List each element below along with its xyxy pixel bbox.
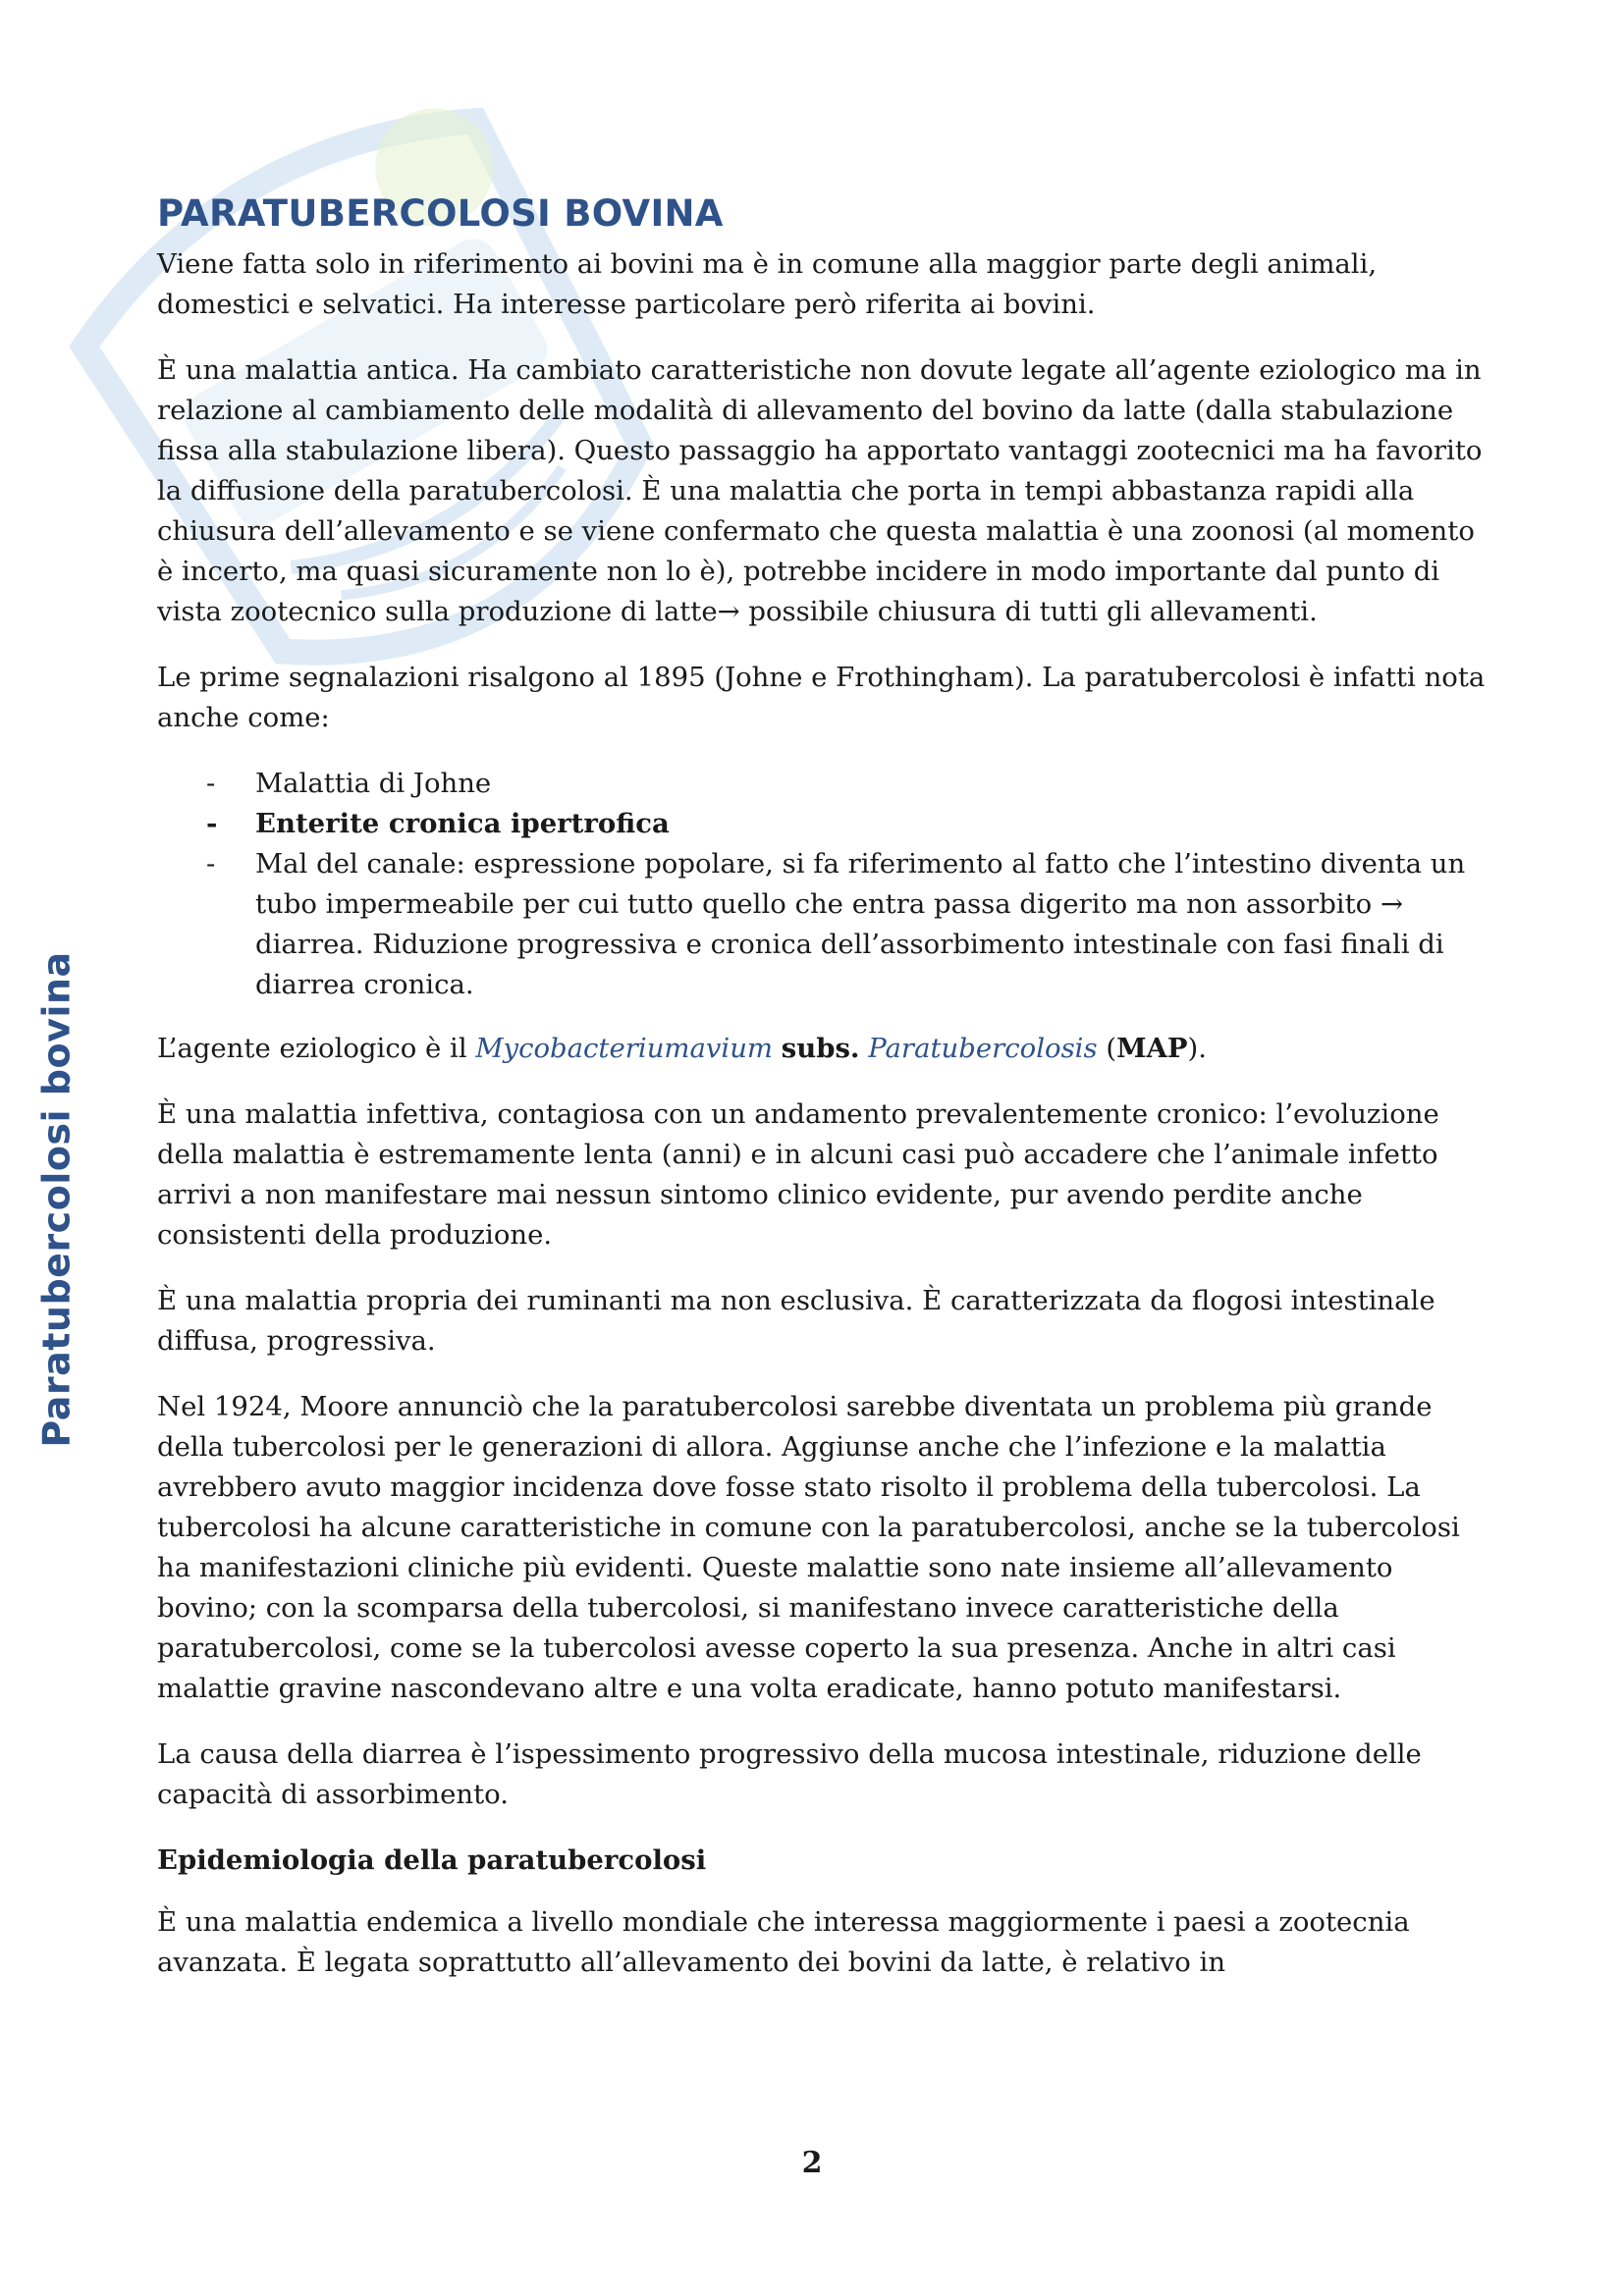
- agent-genus: Mycobacteriumavium: [475, 1033, 773, 1064]
- paragraph-agent: [157, 1029, 1492, 1069]
- section-heading: Epidemiologia della paratubercolosi: [157, 1844, 707, 1876]
- agent-species: Paratubercolosis: [868, 1033, 1098, 1064]
- page-number: 2: [801, 2146, 823, 2180]
- paragraph-intro: Viene fatta solo in riferimento ai bovini ma è in comune alla maggior parte degli animali, domestici e selvatici. Ha interesse particolare però riferita ai bovini.: [157, 248, 1378, 320]
- side-label-text: Paratubercolosi bovina: [35, 951, 80, 1448]
- paragraph-infective: È una malattia infettiva, contagiosa con un andamento prevalentemente cronico: l’evoluzione della malattia è estremamente lenta (anni) e in alcuni casi può accadere che l’animale infetto arrivi a non manifestare mai nessun sintomo clinico evidente, pur avendo perdite anche consistenti della produzione.: [157, 1098, 1439, 1251]
- paragraph-ruminants: È una malattia propria dei ruminanti ma non esclusiva. È caratterizzata da flogosi intestinale diffusa, progressiva.: [157, 1285, 1435, 1357]
- paragraph-first-reports: Le prime segnalazioni risalgono al 1895 (Johne e Frothingham). La paratubercolosi è infatti nota anche come:: [157, 662, 1486, 733]
- paragraph-diarrhea: La causa della diarrea è l’ispessimento progressivo della mucosa intestinale, riduzione delle capacità di assorbimento.: [157, 1738, 1422, 1810]
- paragraph-moore: Nel 1924, Moore annunciò che la paratubercolosi sarebbe diventata un problema più grande della tubercolosi per le generazioni di allora. Aggiunse anche che l’infezione e la malattia avrebbero avuto maggior incidenza dove fosse stato risolto il problema della tubercolosi. La tubercolosi ha alcune caratteristiche in comune con la paratubercolosi, anche se la tubercolosi ha manifestazioni cliniche più evidenti. Queste malattie sono nate insieme all’allevamento bovino; con la scomparsa della tubercolosi, si manifestano invece caratteristiche della paratubercolosi, come se la tubercolosi avesse coperto la sua presenza. Anche in altri casi malattie gravine nascondevano altre e una volta eradicate, hanno potuto manifestarsi.: [157, 1391, 1460, 1704]
- list-item: - Enterite cronica ipertrofica: [255, 804, 1492, 844]
- paragraph-epidemiology: È una malattia endemica a livello mondiale che interessa maggiormente i paesi a zootecnia avanzata. È legata soprattutto all’allevamento dei bovini da latte, è relativo in: [157, 1906, 1410, 1978]
- page-title: PARATUBERCOLOSI BOVINA: [157, 192, 724, 235]
- agent-subs: subs.: [781, 1033, 860, 1064]
- document-body: [157, 192, 1492, 2008]
- side-section-label: [8, 934, 106, 1465]
- synonyms-list: [157, 764, 1492, 1005]
- agent-close: ).: [1187, 1033, 1208, 1064]
- agent-open: (: [1097, 1033, 1117, 1064]
- agent-prefix: L’agente eziologico è il: [157, 1033, 476, 1064]
- paragraph-history: È una malattia antica. Ha cambiato caratteristiche non dovute legate all’agente eziologico ma in relazione al cambiamento delle modalità di allevamento del bovino da latte (dalla stabulazione fissa alla stabulazione libera). Questo passaggio ha apportato vantaggi zootecnici ma ha favorito la diffusione della paratubercolosi. È una malattia che porta in tempi abbastanza rapidi alla chiusura dell’allevamento e se viene confermato che questa malattia è una zoonosi (al momento è incerto, ma quasi sicuramente non lo è), potrebbe incidere in modo importante dal punto di vista zootecnico sulla produzione di latte→ possibile chiusura di tutti gli allevamenti.: [157, 354, 1483, 627]
- agent-abbr: MAP: [1116, 1033, 1188, 1064]
- list-item: - Mal del canale: espressione popolare, si fa riferimento al fatto che l’intestino diventa un tubo impermeabile per cui tutto quello che entra passa digerito ma non assorbito → diarrea. Riduzione progressiva e cronica dell’assorbimento intestinale con fasi finali di diarrea cronica.: [255, 844, 1492, 1005]
- list-item: - Malattia di Johne: [255, 764, 1492, 804]
